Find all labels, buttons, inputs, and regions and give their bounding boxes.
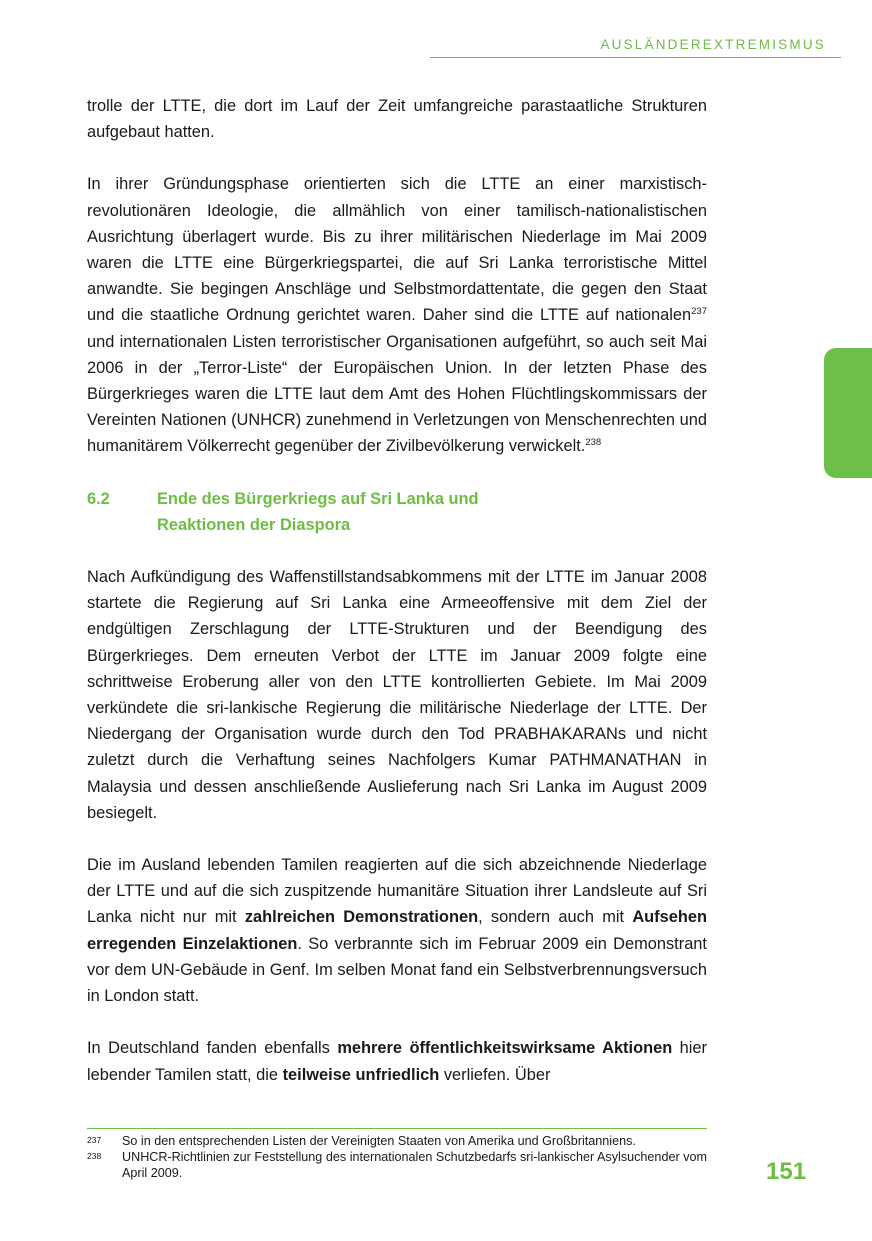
footnote-ref-237[interactable]: 237 — [691, 306, 707, 318]
paragraph-5-bold-2: teilweise unfriedlich — [282, 1065, 440, 1084]
paragraph-5-bold-1: mehrere öffentlichkeitswirksame Aktionen — [337, 1039, 673, 1058]
chapter-tab-marker — [824, 348, 872, 478]
paragraph-4 — [87, 852, 707, 1009]
paragraph-2 — [87, 171, 707, 459]
section-title-line-2: Reaktionen der Diaspora — [157, 515, 351, 534]
section-title-line-1: Ende des Bürgerkriegs auf Sri Lanka und — [157, 489, 479, 508]
paragraph-4-bold-1: zahlreichen Demonstrationen — [244, 908, 479, 927]
section-heading — [87, 486, 707, 538]
paragraph-2-part-2: und internationalen Listen terroristischer Organisationen aufgeführt, so auch seit Mai 2006 in der „Terror-Liste“ der Europäischen Union. In der letzten Phase des Bürgerkrieges waren die LTTE laut dem Amt des Hohen Flüchtlingskommissars der Vereinten Nationen (UNHCR) zunehmend in Verletzungen von Menschenrechten und humanitärem Völkerrecht gegenüber der Zivilbevölkerung verwickelt. — [87, 332, 707, 456]
paragraph-5-text-1: In Deutschland fanden ebenfalls — [87, 1039, 338, 1058]
footnote-text: UNHCR-Richtlinien zur Feststellung des internationalen Schutzbedarfs sri-lankischer Asylsuchender vom April 2009. — [122, 1150, 707, 1180]
footnote-rule — [87, 1128, 707, 1129]
paragraph-2-part-1: In ihrer Gründungsphase orientierten sich die LTTE an einer marxistisch-revolutionären Ideologie, die allmählich von einer tamilisch-nationalistischen Ausrichtung überlagert wurde. Bis zu ihrer militärischen Niederlage im Mai 2009 waren die LTTE eine Bürgerkriegspartei, die auf Sri Lanka terroristische Mittel anwandte. Sie begingen Anschläge und Selbstmordattentate, die gegen den Staat und die staatliche Ordnung gerichtet waren. Daher sind die LTTE auf nationalen — [87, 175, 707, 325]
section-number: 6.2 — [87, 489, 110, 508]
running-header: AUSLÄNDEREXTREMISMUS — [600, 37, 826, 52]
footnotes — [87, 1133, 707, 1181]
page-number: 151 — [766, 1158, 807, 1185]
paragraph-4-text-1: Die im Ausland lebenden Tamilen reagierten auf die sich abzeichnende Niederlage der LTTE und auf die sich zuspitzende humanitäre Situation ihrer Landsleute auf Sri Lanka nicht nur mit — [87, 856, 707, 927]
footnote-238 — [87, 1149, 707, 1181]
header-rule — [430, 57, 841, 58]
paragraph-3: Nach Aufkündigung des Waffenstillstandsabkommens mit der LTTE im Januar 2008 startete die Regierung auf Sri Lanka eine Armeeoffensive mit dem Ziel der endgültigen Zerschlagung der LTTE-Strukturen und der Beendigung des Bürgerkrieges. Dem erneuten Verbot der LTTE im Januar 2009 folgte eine schrittweise Eroberung aller von den LTTE kontrollierten Gebiete. Im Mai 2009 verkündete die sri-lankische Regierung die militärische Niederlage der LTTE. Der Niedergang der Organisation wurde durch den Tod PRABHAKARANs und nicht zuletzt durch die Verhaftung seines Nachfolgers Kumar PATHMANATHAN in Malaysia und dessen anschließende Auslieferung nach Sri Lanka im August 2009 besiegelt. — [87, 568, 707, 822]
body-text — [87, 93, 707, 1114]
footnote-text: So in den entsprechenden Listen der Vereinigten Staaten von Amerika und Großbritanniens. — [122, 1134, 636, 1148]
paragraph-5-text-2: hier lebender Tamilen statt, die — [87, 1039, 708, 1084]
footnote-237 — [87, 1133, 707, 1149]
paragraph-1: trolle der LTTE, die dort im Lauf der Zeit umfangreiche parastaatliche Strukturen aufgebaut hatten. — [87, 97, 707, 142]
section-title — [157, 486, 479, 538]
footnote-number: 237 — [87, 1135, 102, 1145]
paragraph-5 — [87, 1035, 707, 1087]
paragraph-4-text-2: , sondern auch mit — [478, 908, 633, 927]
paragraph-5-text-3: verliefen. Über — [439, 1065, 551, 1084]
footnote-ref-238[interactable]: 238 — [585, 437, 602, 449]
paragraph-4-text-3: . So verbrannte sich im Februar 2009 ein Demonstrant vor dem UN-Gebäude in Genf. Im selben Monat fand ein Selbstverbrennungsversuch in London statt. — [87, 934, 707, 1006]
paragraph-4-bold-2: Aufsehen erregenden Einzelaktionen — [87, 908, 707, 953]
footnote-number: 238 — [87, 1151, 102, 1161]
